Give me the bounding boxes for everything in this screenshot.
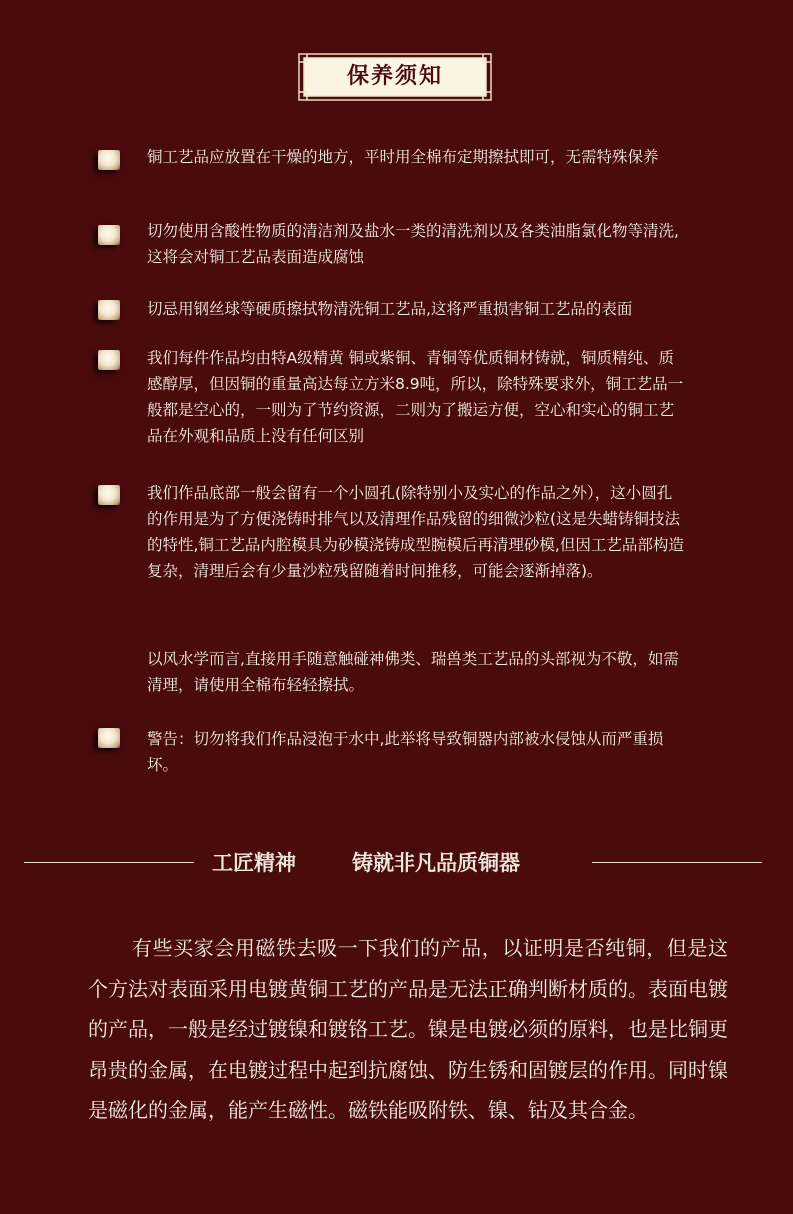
care-item: 我们作品底部一般会留有一个小圆孔(除特别小及实心的作品之外），这小圆孔的作用是为了方便浇铸时排气以及清理作品残留的细微沙粒(这是失蜡铸铜技法的特性,铜工艺品内腔模具为砂模浇铸成型腕模后再清理砂模,但因工艺品部构造复杂，清理后会有少量沙粒残留随着时间推移，可能会逐渐掉落)。 [147,484,684,580]
care-item-warning: 警告：切勿将我们作品浸泡于水中,此举将导致铜器内部被水侵蚀从而严重损坏。 [147,730,664,774]
divider-title-left: 工匠精神 [212,851,296,875]
magnet-explanation-paragraph: 有些买家会用磁铁去吸一下我们的产品，以证明是否纯铜，但是这个方法对表面采用电镀黄铜工艺的产品是无法正确判断材质的。表面电镀的产品，一般是经过镀镍和镀铬工艺。镍是电镀必须的原料，也是比铜更昂贵的金属，在电镀过程中起到抗腐蚀、防生锈和固镀层的作用。同时镍是磁化的金属，能产生磁性。磁铁能吸附铁、镍、钴及其合金。 [88,936,728,1122]
care-item: 铜工艺品应放置在干燥的地方，平时用全棉布定期擦拭即可，无需特殊保养 [147,148,659,166]
divider-title-right: 铸就非凡品质铜器 [352,851,520,875]
care-item: 我们每件作品均由特A级精黄 铜或紫铜、青铜等优质铜材铸就，铜质精纯、质感醇厚，但因铜的重量高达每立方米8.9吨，所以，除特殊要求外，铜工艺品一般都是空心的，一则为了节约资源，二则为了搬运方便，空心和实心的铜工艺品在外观和品质上没有任何区别 [147,349,684,445]
bullet-square-icon [98,150,120,170]
care-item: 切勿使用含酸性物质的清洁剂及盐水一类的清洗剂以及各类油脂氯化物等清洗,这将会对铜工艺品表面造成腐蚀 [147,222,679,266]
bullet-square-icon [98,300,120,320]
divider-line-left [24,862,194,863]
bullet-square-icon [98,485,120,505]
bullet-square-icon [98,350,120,370]
bullet-square-icon [98,225,120,245]
title-badge [297,52,493,102]
care-item: 以风水学而言,直接用手随意触碰神佛类、瑞兽类工艺品的头部视为不敬，如需清理，请使用全棉布轻轻擦拭。 [147,650,679,694]
page-title: 保养须知 [346,64,443,89]
bullet-square-icon [98,728,120,748]
divider-line-right [592,862,762,863]
care-item: 切忌用钢丝球等硬质擦拭物清洗铜工艺品,这将严重损害铜工艺品的表面 [147,300,633,318]
